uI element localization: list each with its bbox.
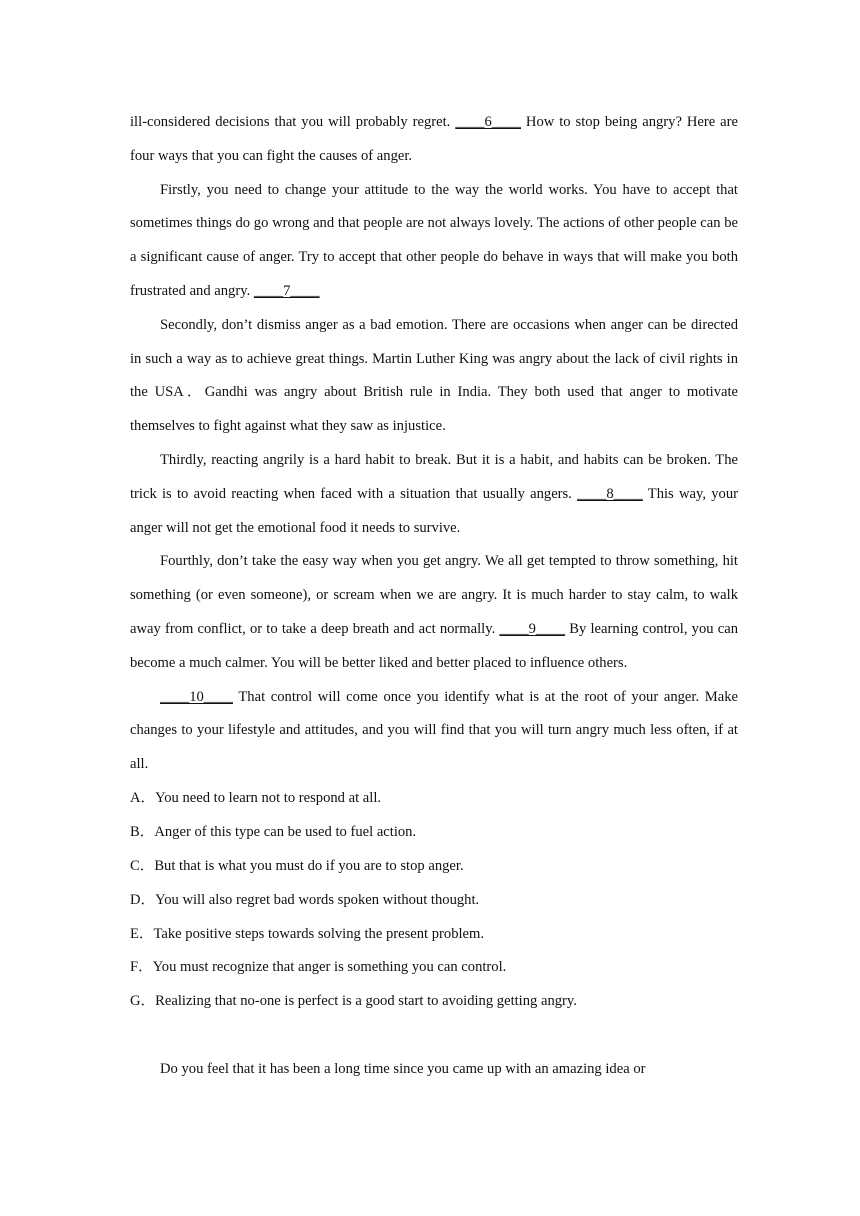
section-spacer xyxy=(130,1019,738,1053)
next-passage-start: Do you feel that it has been a long time since you came up with an amazing idea or xyxy=(160,1061,646,1078)
option-g xyxy=(130,985,738,1019)
paragraph-text: Firstly, you need to change your attitude to the way the world works. You have to accept that sometimes things do go wrong and that people are not always lovely. The actions of other people can be a significant cause of anger. Try to accept that other people do behave in ways that will make you both frustrated and angry. xyxy=(130,181,738,299)
option-letter: C． xyxy=(130,857,155,874)
option-text: Anger of this type can be used to fuel action. xyxy=(154,823,417,840)
paragraph-text: Thirdly, reacting angrily is a hard habit to break. But it is a habit, and habits can be broken. The trick is to avoid reacting when faced with a situation that usually angers. xyxy=(130,451,738,502)
document-page xyxy=(130,106,738,1087)
answer-options-list xyxy=(130,782,738,1019)
option-letter: A． xyxy=(130,789,156,806)
paragraph-4 xyxy=(130,444,738,545)
answer-blank-8: ____8____ xyxy=(577,485,643,502)
option-letter: F． xyxy=(130,959,153,976)
option-letter: B． xyxy=(130,823,155,840)
option-text: You need to learn not to respond at all. xyxy=(155,789,382,806)
paragraph-6 xyxy=(130,681,738,782)
paragraph-5 xyxy=(130,545,738,680)
option-text: But that is what you must do if you are to stop anger. xyxy=(154,857,464,874)
answer-blank-7: ____7____ xyxy=(253,282,320,299)
option-text: You will also regret bad words spoken without thought. xyxy=(155,891,480,908)
paragraph-text: Fourthly, don’t take the easy way when you get angry. We all get tempted to throw something, hit something (or even someone), or scream when we are angry. It is much harder to stay calm, to walk away from conflict, or to take a deep breath and act normally. xyxy=(130,553,738,637)
option-e xyxy=(130,918,738,952)
option-text: Take positive steps towards solving the present problem. xyxy=(153,925,485,942)
option-text: You must recognize that anger is something you can control. xyxy=(152,959,507,976)
option-letter: G． xyxy=(130,993,156,1010)
paragraph-1 xyxy=(130,106,738,174)
option-text: Realizing that no-one is perfect is a good start to avoiding getting angry. xyxy=(155,993,577,1010)
option-letter: D． xyxy=(130,891,156,908)
option-b xyxy=(130,816,738,850)
answer-blank-6: ____6____ xyxy=(455,114,521,130)
paragraph-text: ill-considered decisions that you will probably regret. xyxy=(130,114,456,130)
option-letter: E． xyxy=(130,925,154,942)
option-f xyxy=(130,951,738,985)
answer-blank-9: ____9____ xyxy=(499,620,566,637)
paragraph-3: Secondly, don’t dismiss anger as a bad emotion. There are occasions when anger can be directed in such a way as to achieve great things. Martin Luther King was angry about the lack of civil rights in the USA．Gandhi was angry about British rule in India. They both used that anger to motivate themselves to fight against what they saw as injustice. xyxy=(130,316,738,435)
paragraph-text: By learning control, you can become a much calmer. You will be better liked and better placed to influence others. xyxy=(130,620,739,671)
answer-blank-10: ____10____ xyxy=(160,688,233,705)
option-d xyxy=(130,884,738,918)
paragraph-text: How to stop being angry? Here are four ways that you can fight the causes of anger. xyxy=(130,114,738,164)
paragraph-2 xyxy=(130,174,738,309)
option-c xyxy=(130,850,738,884)
option-a xyxy=(130,782,738,816)
paragraph-text: That control will come once you identify what is at the root of your anger. Make changes to your lifestyle and attitudes, and you will find that you will turn angry much less often, if at all. xyxy=(130,688,738,773)
paragraph-text: This way, your anger will not get the emotional food it needs to survive. xyxy=(130,485,738,536)
